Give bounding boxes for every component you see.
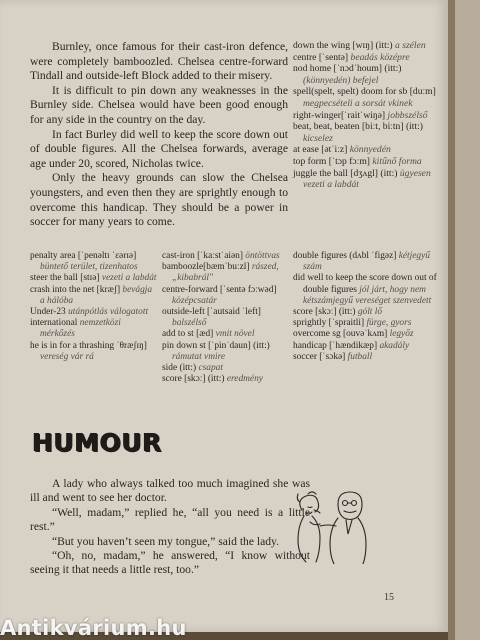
vocab-entry: score [skɔː] (itt:) eredmény: [162, 374, 263, 385]
humour-paragraph-1: A lady who always talked too much imagined she was ill and went to see her doctor.: [30, 477, 310, 505]
vocab-entry: steer the ball [stɪə] vezeti a labdát: [30, 273, 157, 284]
vocab-entry: beat, beat, beaten [biːt, biːtn] (itt:) kicselez: [293, 121, 424, 144]
vocab-entry: juggle the ball [dʒʌgl] (itt:) ügyesen vezeti a labdát: [293, 167, 431, 191]
doctor-and-lady-illustration: [288, 488, 368, 564]
page-edge-light: [455, 0, 480, 640]
vocab-entry: bamboozle[bæmˈbuːzl] rászed, „kibabrál": [162, 262, 279, 284]
page-number: 15: [384, 592, 394, 603]
humour-paragraph-2: “Well, madam,” replied he, “all you need is a little rest.”: [30, 505, 310, 534]
vocab-entry: centre-forward [ˈsentə fɔːwəd] középcsatár: [162, 284, 277, 306]
vocab-entry: centre [ˈsentə] beadás középre: [293, 51, 410, 63]
vocab-entry: down the wing [wɪŋ] (itt:) a szélen: [293, 40, 426, 51]
humour-paragraph-3: “But you haven’t seen my tongue,” said the lady.: [52, 534, 279, 548]
vocab-entry: cast-iron [ˈkaːstˈaiən] öntöttvas: [162, 251, 280, 261]
side-vocabulary: [293, 40, 439, 191]
vocab-entry: at ease [ətˈiːz] könnyedén: [293, 144, 391, 156]
vocab-entry: he is in for a thrashing ˈθræʃɪŋ] vereség vár rá: [30, 340, 147, 362]
vocab-entry: penalty area [ˈpenəltɪ ˈɛərɪə] büntető terület, tizenhatos: [30, 251, 138, 273]
vocab-entry: sprightly [ˈspraitli] fürge, gyors: [293, 318, 412, 329]
vocab-entry: add to st [æd] vmit növel: [162, 329, 255, 340]
vocab-entry: soccer [ˈsɔkə] futball: [293, 351, 373, 362]
vocabulary-column-1: [30, 251, 158, 363]
vocab-entry: pin down st [ˈpinˈdaun] (itt:) rámutat vmire: [162, 340, 270, 362]
vocab-entry: overcome sg [ouvəˈkʌm] legyőz: [293, 329, 414, 340]
article-paragraph-2: It is difficult to pin down any weaknesses in the Burnley side. Chelsea would have been good enough for any side in the country on the day.: [30, 83, 288, 126]
vocab-entry: did well to keep the score down out of double figures jól járt, hogy nem kétszámjegyű vereséget szenvedett: [293, 273, 437, 306]
humour-text: [30, 477, 310, 578]
vocab-entry: nod home [ˈnɔdˈhoum] (itt:) (könnyedén) befejel: [293, 63, 402, 86]
vocabulary-column-2: [162, 251, 286, 385]
article-text: [30, 40, 288, 230]
humour-heading: HUMOUR: [32, 428, 162, 457]
article-paragraph-1: Burnley, once famous for their cast-iron defence, were completely bamboozled. Chelsea centre-forward Tindall and outside-left Block added to their misery.: [30, 40, 288, 83]
watermark: Antikvárium.hu: [0, 616, 187, 640]
article-paragraph-4: Only the heavy grounds can slow the Chelsea youngsters, and even then they are sprightly enough to overcome this handicap. They should be a power in soccer for many years to come.: [30, 171, 288, 229]
vocab-entry: score [skɔː] (itt:) gólt lő: [293, 307, 383, 318]
vocab-entry: double figures (dʌbl ˈfigəz] kétjegyű szám: [293, 251, 430, 273]
vocab-entry: crash into the net [kræʃ] bevágja a hálóba: [30, 284, 153, 306]
vocab-entry: top form [ˈtɔp fɔːm] kitűnő forma: [293, 155, 422, 167]
vocab-entry: international nemzetközi mérkőzés: [30, 318, 121, 340]
vocab-entry: Under-23 utánpótlás válogatott: [30, 307, 149, 318]
vocab-entry: handicap [ˈhændikæp] akadály: [293, 340, 410, 351]
vocab-entry: right-winger[ˈraitˈwiŋə] jobbszélső: [293, 109, 428, 121]
vocab-entry: outside-left [ˈautsaid ˈleft] balszélső: [162, 307, 261, 329]
vocab-entry: side (itt:) csapat: [162, 363, 223, 374]
article-paragraph-3: In fact Burley did well to keep the score down out of double figures. All the Chelsea forwards, average age under 20, scored, Nicholas twice.: [30, 127, 288, 170]
vocabulary-column-3: [293, 251, 439, 363]
vocab-entry: spell(spelt, spelt) doom for sb [duːm] megpecsételi a sorsát vkinek: [293, 86, 436, 109]
humour-paragraph-4: “Oh, no, madam,” he answered, “I know without seeing it that needs a little rest, too.”: [30, 549, 310, 577]
